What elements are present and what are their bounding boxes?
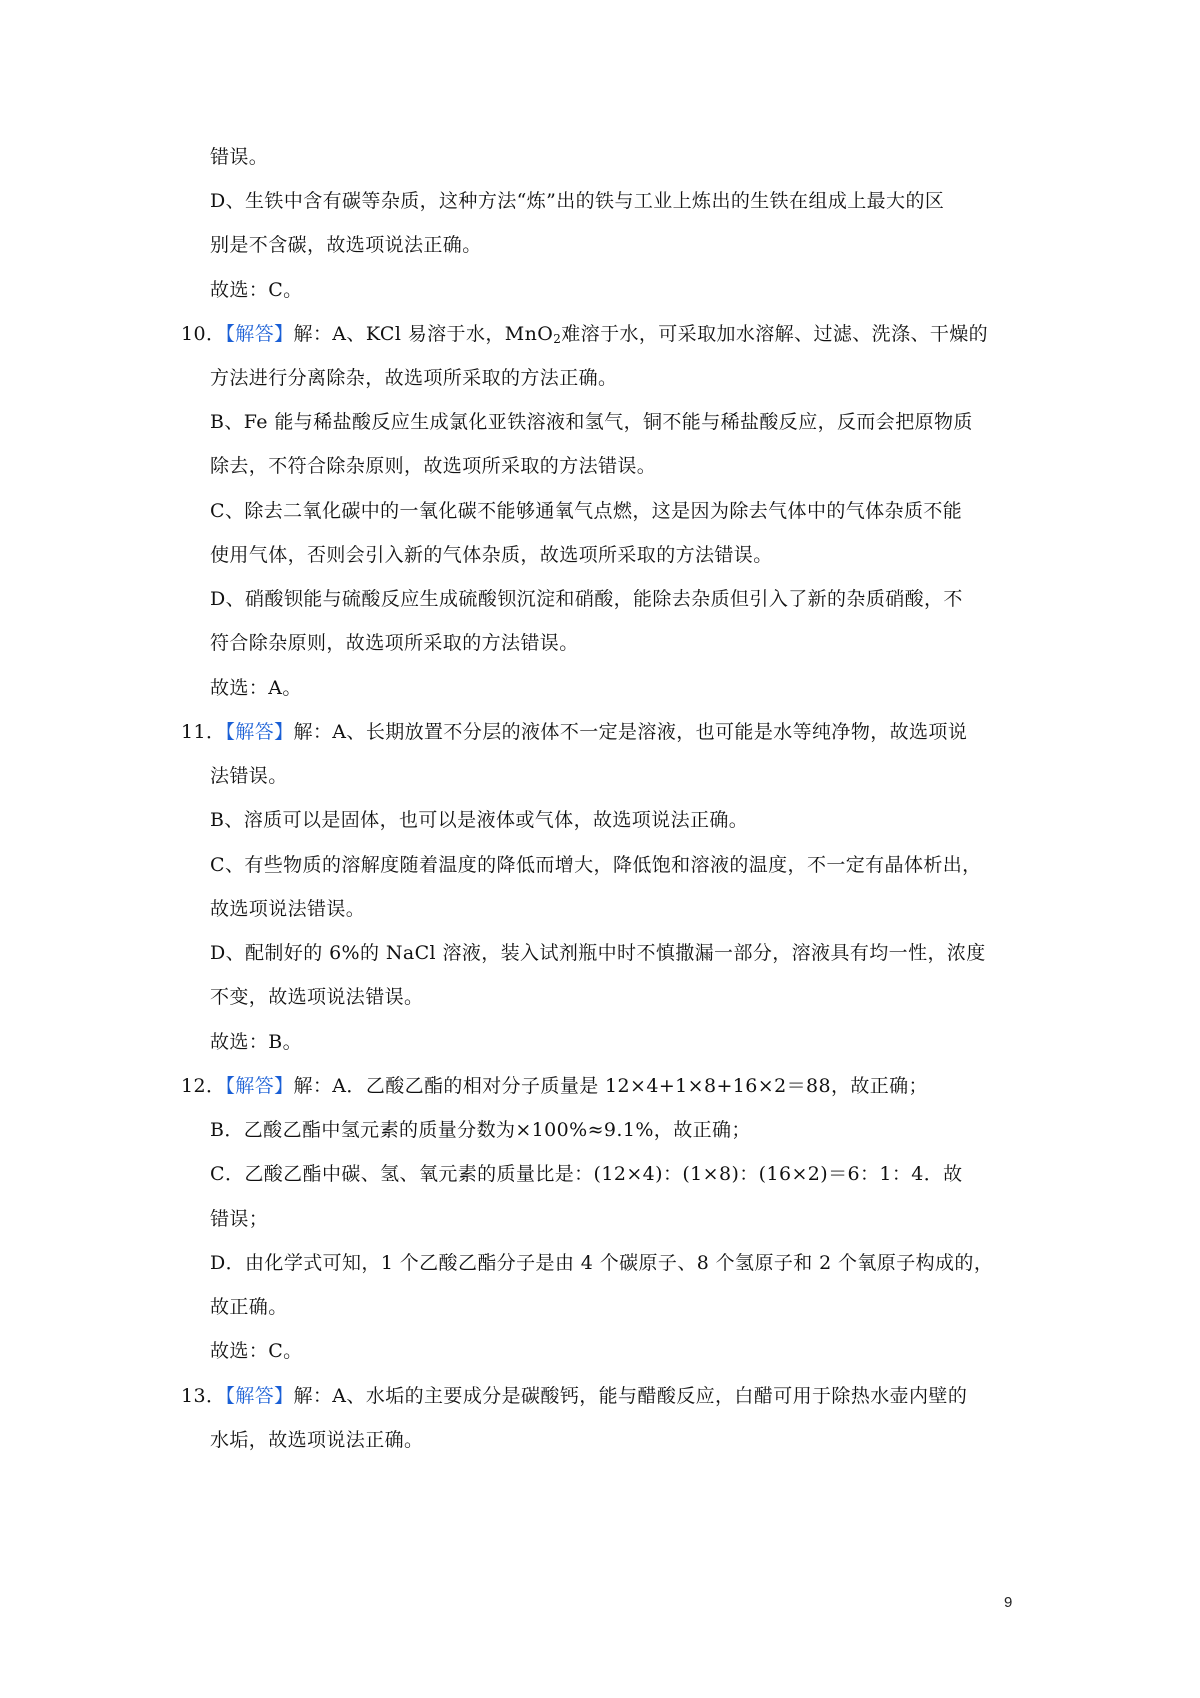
question-13-first-line: [181, 1383, 967, 1409]
answer-tag: 【解答】: [225, 1385, 294, 1407]
text-line: B、Fe 能与稀盐酸反应生成氯化亚铁溶液和氢气，铜不能与稀盐酸反应，反而会把原物质: [210, 411, 973, 433]
text-line: 错误。: [210, 146, 269, 168]
question-number: 10．: [181, 323, 226, 345]
question-11-first-line: [181, 719, 967, 745]
question-number: 11．: [181, 721, 226, 743]
text-line: 错误；: [210, 1208, 269, 1230]
text-line: 故正确。: [210, 1296, 288, 1318]
text-line: 故选：C。: [210, 1340, 303, 1362]
text-line: D．由化学式可知，1 个乙酸乙酯分子是由 4 个碳原子、8 个氢原子和 2 个氧原子构成的，: [210, 1252, 994, 1274]
text-line: 除去，不符合除杂原则，故选项所采取的方法错误。: [210, 455, 657, 477]
answer-text: 解：A．乙酸乙酯的相对分子质量是 12×4+1×8+16×2＝88，故正确；: [293, 1075, 928, 1097]
answer-tag: 【解答】: [225, 1075, 294, 1097]
subscript: 2: [553, 332, 562, 346]
question-number: 12．: [181, 1075, 226, 1097]
text-line: D、生铁中含有碳等杂质，这种方法“炼”出的铁与工业上炼出的生铁在组成上最大的区: [210, 190, 945, 212]
text-line: C．乙酸乙酯中碳、氢、氧元素的质量比是：(12×4)：(1×8)：(16×2)＝6：1：4．故: [210, 1163, 963, 1185]
text-line: C、除去二氧化碳中的一氧化碳不能够通氧气点燃，这是因为除去气体中的气体杂质不能: [210, 500, 963, 522]
text-line: 水垢，故选项说法正确。: [210, 1429, 424, 1451]
text-line: 故选：C。: [210, 279, 303, 301]
text-line: 不变，故选项说法错误。: [210, 986, 424, 1008]
text-line: 符合除杂原则，故选项所采取的方法错误。: [210, 632, 579, 654]
text-line: 别是不含碳，故选项说法正确。: [210, 234, 482, 256]
text-line: B、溶质可以是固体，也可以是液体或气体，故选项说法正确。: [210, 809, 749, 831]
text-line: 法错误。: [210, 765, 288, 787]
answer-text: 解：A、水垢的主要成分是碳酸钙，能与醋酸反应，白醋可用于除热水壶内壁的: [293, 1385, 968, 1407]
text-line: D、硝酸钡能与硫酸反应生成硫酸钡沉淀和硝酸，能除去杂质但引入了新的杂质硝酸，不: [210, 588, 963, 610]
answer-text: 解：A、长期放置不分层的液体不一定是溶液，也可能是水等纯净物，故选项说: [293, 721, 968, 743]
text-line: 故选：B。: [210, 1031, 302, 1053]
text-line: 故选项说法错误。: [210, 898, 366, 920]
question-10-first-line: [181, 321, 988, 347]
answer-text: 解：A、KCl 易溶于水，MnO: [293, 323, 554, 345]
text-line: 使用气体，否则会引入新的气体杂质，故选项所采取的方法错误。: [210, 544, 773, 566]
answer-text: 难溶于水，可采取加水溶解、过滤、洗涤、干燥的: [561, 323, 989, 345]
text-line: C、有些物质的溶解度随着温度的降低而增大，降低饱和溶液的温度，不一定有晶体析出，: [210, 854, 982, 876]
text-line: 故选：A。: [210, 677, 302, 699]
answer-tag: 【解答】: [225, 323, 294, 345]
text-line: D、配制好的 6%的 NaCl 溶液，装入试剂瓶中时不慎撒漏一部分，溶液具有均一性，浓度: [210, 942, 986, 964]
question-12-first-line: [181, 1073, 928, 1099]
answer-tag: 【解答】: [225, 721, 294, 743]
text-line: 方法进行分离除杂，故选项所采取的方法正确。: [210, 367, 618, 389]
question-number: 13．: [181, 1385, 226, 1407]
page-number: 9: [1004, 1594, 1013, 1611]
text-line: B．乙酸乙酯中氢元素的质量分数为×100%≈9.1%，故正确；: [210, 1119, 751, 1141]
